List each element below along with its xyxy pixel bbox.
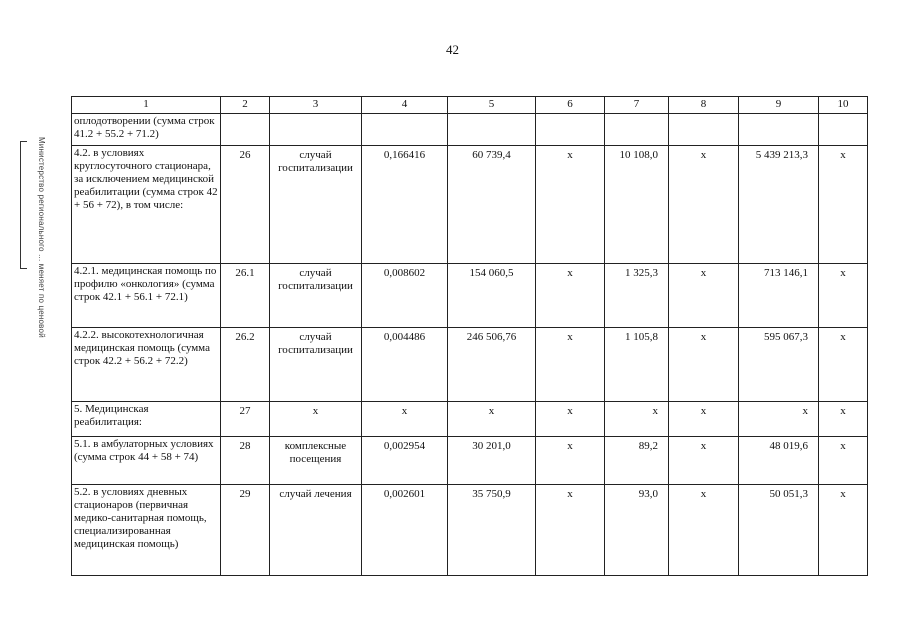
- table-cell: х: [448, 402, 536, 437]
- side-stamp: [18, 133, 60, 338]
- table-cell: х: [819, 264, 868, 328]
- table-cell: 1 325,3: [605, 264, 669, 328]
- table-cell: х: [819, 328, 868, 402]
- table-cell: [362, 114, 448, 146]
- table-cell: 93,0: [605, 485, 669, 576]
- column-header: 3: [270, 97, 362, 114]
- table-cell: [605, 114, 669, 146]
- table-cell: 5 439 213,3: [739, 146, 819, 264]
- table-cell: х: [536, 146, 605, 264]
- table-cell: х: [739, 402, 819, 437]
- table-cell: 246 506,76: [448, 328, 536, 402]
- table-cell: х: [669, 437, 739, 485]
- row-label-cell: 5.2. в условиях дневных стационаров (первичная медико-санитарная помощь, специализированная медицинская помощь): [72, 485, 221, 576]
- table-cell: 29: [221, 485, 270, 576]
- table-cell: х: [536, 328, 605, 402]
- table-cell: [221, 114, 270, 146]
- table-cell: х: [536, 264, 605, 328]
- table-row: [72, 402, 868, 437]
- table-cell: х: [819, 485, 868, 576]
- table-row: [72, 114, 868, 146]
- table-cell: 89,2: [605, 437, 669, 485]
- stamp-bracket: [20, 141, 27, 269]
- table-cell: [270, 114, 362, 146]
- row-label-cell: 5. Медицинская реабилитация:: [72, 402, 221, 437]
- table-cell: х: [669, 402, 739, 437]
- table-cell: случай госпитализации: [270, 328, 362, 402]
- table-cell: 154 060,5: [448, 264, 536, 328]
- table-cell: 713 146,1: [739, 264, 819, 328]
- table-cell: х: [669, 485, 739, 576]
- header-row: [72, 97, 868, 114]
- column-header: 10: [819, 97, 868, 114]
- table-cell: 60 739,4: [448, 146, 536, 264]
- table-cell: х: [819, 402, 868, 437]
- table-cell: х: [536, 485, 605, 576]
- row-label-cell: 4.2. в условиях круглосуточного стационара, за исключением медицинской реабилитации (сумма строк 42 + 56 + 72), в том числе:: [72, 146, 221, 264]
- column-header: 7: [605, 97, 669, 114]
- table-cell: 0,002954: [362, 437, 448, 485]
- table-cell: 0,008602: [362, 264, 448, 328]
- table-cell: 26.2: [221, 328, 270, 402]
- row-label-cell: 4.2.1. медицинская помощь по профилю «онкология» (сумма строк 42.1 + 56.1 + 72.1): [72, 264, 221, 328]
- table-cell: х: [270, 402, 362, 437]
- page-number: 42: [446, 42, 459, 57]
- table-cell: [819, 114, 868, 146]
- table-cell: х: [536, 437, 605, 485]
- column-header: 2: [221, 97, 270, 114]
- table-cell: 26: [221, 146, 270, 264]
- table-cell: х: [536, 402, 605, 437]
- table-row: [72, 328, 868, 402]
- table-cell: [448, 114, 536, 146]
- table-cell: х: [669, 146, 739, 264]
- column-header: 9: [739, 97, 819, 114]
- stamp-text: Министерство регионального ... меняет по ценовой: [37, 137, 46, 338]
- table-cell: 28: [221, 437, 270, 485]
- table-cell: х: [605, 402, 669, 437]
- table-cell: х: [669, 328, 739, 402]
- table-cell: х: [819, 146, 868, 264]
- table-cell: случай госпитализации: [270, 264, 362, 328]
- table-row: [72, 146, 868, 264]
- table-cell: случай лечения: [270, 485, 362, 576]
- table-row: [72, 437, 868, 485]
- data-table: [71, 96, 868, 576]
- table-cell: 27: [221, 402, 270, 437]
- table-cell: 10 108,0: [605, 146, 669, 264]
- row-label-cell: оплодотворении (сумма строк 41.2 + 55.2 + 71.2): [72, 114, 221, 146]
- table-cell: [669, 114, 739, 146]
- table-cell: комплексные посещения: [270, 437, 362, 485]
- column-header: 6: [536, 97, 605, 114]
- table-cell: 0,002601: [362, 485, 448, 576]
- table-cell: х: [819, 437, 868, 485]
- table-cell: [536, 114, 605, 146]
- column-header: 5: [448, 97, 536, 114]
- table-cell: 0,004486: [362, 328, 448, 402]
- row-label-cell: 4.2.2. высокотехнологичная медицинская помощь (сумма строк 42.2 + 56.2 + 72.2): [72, 328, 221, 402]
- table-cell: 0,166416: [362, 146, 448, 264]
- table-cell: [739, 114, 819, 146]
- table-cell: х: [362, 402, 448, 437]
- column-header: 1: [72, 97, 221, 114]
- column-header: 8: [669, 97, 739, 114]
- column-header: 4: [362, 97, 448, 114]
- table-cell: 35 750,9: [448, 485, 536, 576]
- table-cell: х: [669, 264, 739, 328]
- row-label-cell: 5.1. в амбулаторных условиях (сумма строк 44 + 58 + 74): [72, 437, 221, 485]
- table-cell: 30 201,0: [448, 437, 536, 485]
- table-cell: 48 019,6: [739, 437, 819, 485]
- table-row: [72, 485, 868, 576]
- table-cell: 1 105,8: [605, 328, 669, 402]
- table-cell: случай госпитализации: [270, 146, 362, 264]
- table-cell: 50 051,3: [739, 485, 819, 576]
- table-cell: 595 067,3: [739, 328, 819, 402]
- table-cell: 26.1: [221, 264, 270, 328]
- table-row: [72, 264, 868, 328]
